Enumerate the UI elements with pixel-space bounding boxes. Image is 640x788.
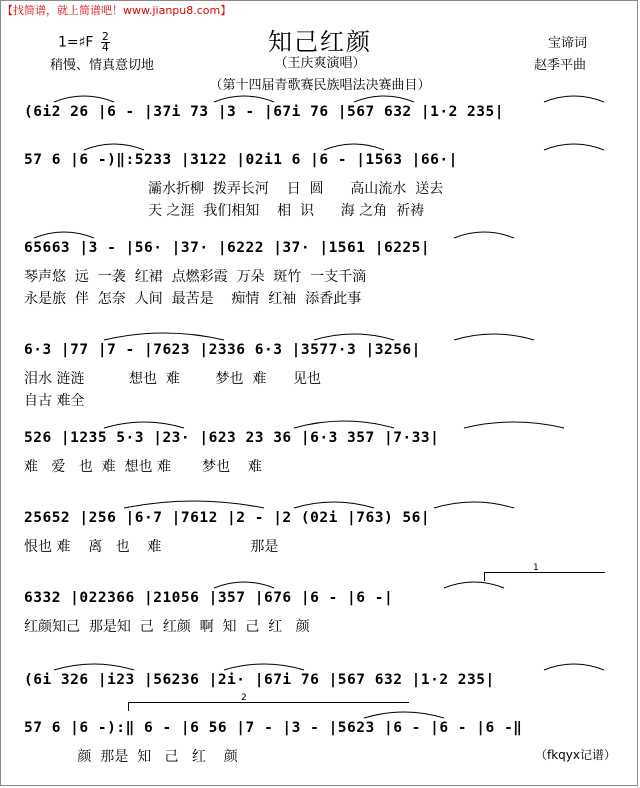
slur-marks [24,328,616,342]
lyrics-verse-1: 琴声悠 远 一袭 红裙 点燃彩霞 万朵 斑竹 一支千滴 [24,269,367,285]
notation-line: (6i2 26 |6 - |37i 73 |3 - |67i 76 |567 632 |1·2 235| [24,104,504,120]
lyrics-verse-1: 难 爱 也 难 想也 难 梦也 难 [24,459,262,475]
composer-credit: 赵季平曲 [534,58,587,73]
slur-marks [24,496,616,510]
notation-line: (6i 326 |i23 |56236 |2i· |67i 76 |567 632 |1·2 235| [24,672,495,688]
notation-line: 57 6 |6 -)‖:5233 |3122 |02i1 6 |6 - |1563 |66·| [24,152,458,168]
lyrics-verse-1: 泪水 涟涟 想也 难 梦也 难 见也 [24,371,322,387]
site-banner[interactable]: 【找简谱，就上简谱吧！www.jianpu8.com】 [2,4,232,17]
lyricist-credit: 宝谛词 [548,36,588,51]
notation-line: 6332 |022366 |21056 |357 |676 |6 - |6 -| [24,590,394,606]
lyrics-verse-2: 自古 难全 [24,393,85,409]
lyrics-verse-2: 永是旅 伴 怎奈 人间 最苦是 痴情 红袖 添香此事 [24,291,362,307]
lyrics-verse-1: 灞水折柳 拨弄长河 日 圆 高山流水 送去 [148,181,444,197]
slur-marks [24,138,616,152]
meter-numerator: 2 [101,30,109,43]
time-signature [101,32,110,53]
lyrics-verse-1: 红颜知己 那是知 己 红颜 啊 知 己 红 颜 [24,619,310,635]
lyrics-verse-1: 恨也 难 离 也 难 那是 [24,539,279,555]
transcriber-credit: （fkqyx记谱） [535,748,616,762]
volta-2-number: 2 [241,693,247,703]
lyrics-verse-1: 颜 那是 知 己 红 颜 [24,749,238,765]
slur-marks [24,576,616,590]
slur-marks [24,416,616,430]
contest-note: （第十四届青歌赛民族唱法决赛曲目） [209,78,431,93]
singer-credit: （王庆爽演唱） [274,56,366,71]
song-title: 知己红颜 [268,28,372,56]
volta-1-number: 1 [533,563,539,573]
notation-line: 526 |1235 5·3 |23· |623 23 36 |6·3 357 |7·33| [24,430,440,446]
notation-line: 57 6 |6 -):‖ 6 - |6 56 |7 - |3 - |5623 |6 - |6 - |6 -‖ [24,720,523,736]
notation-line: 65663 |3 - |56· |37· |6222 |37· |1561 |6225| [24,240,431,256]
key-signature [58,32,110,53]
lyrics-verse-2: 天 之涯 我们相知 相 识 海 之角 祈祷 [148,203,425,219]
tempo-marking: 稍慢、情真意切地 [50,58,155,73]
key-label: 1=♯F [58,34,94,51]
notation-line: 6·3 |77 |7 - |7623 |2336 6·3 |3577·3 |3256| [24,342,421,358]
notation-line: 25652 |256 |6·7 |7612 |2 - |2 (02i |763) 56| [24,510,431,526]
slur-marks [24,90,616,104]
meter-denominator: 4 [101,41,109,54]
slur-marks [24,658,616,672]
slur-marks [24,706,616,720]
slur-marks [24,226,616,240]
